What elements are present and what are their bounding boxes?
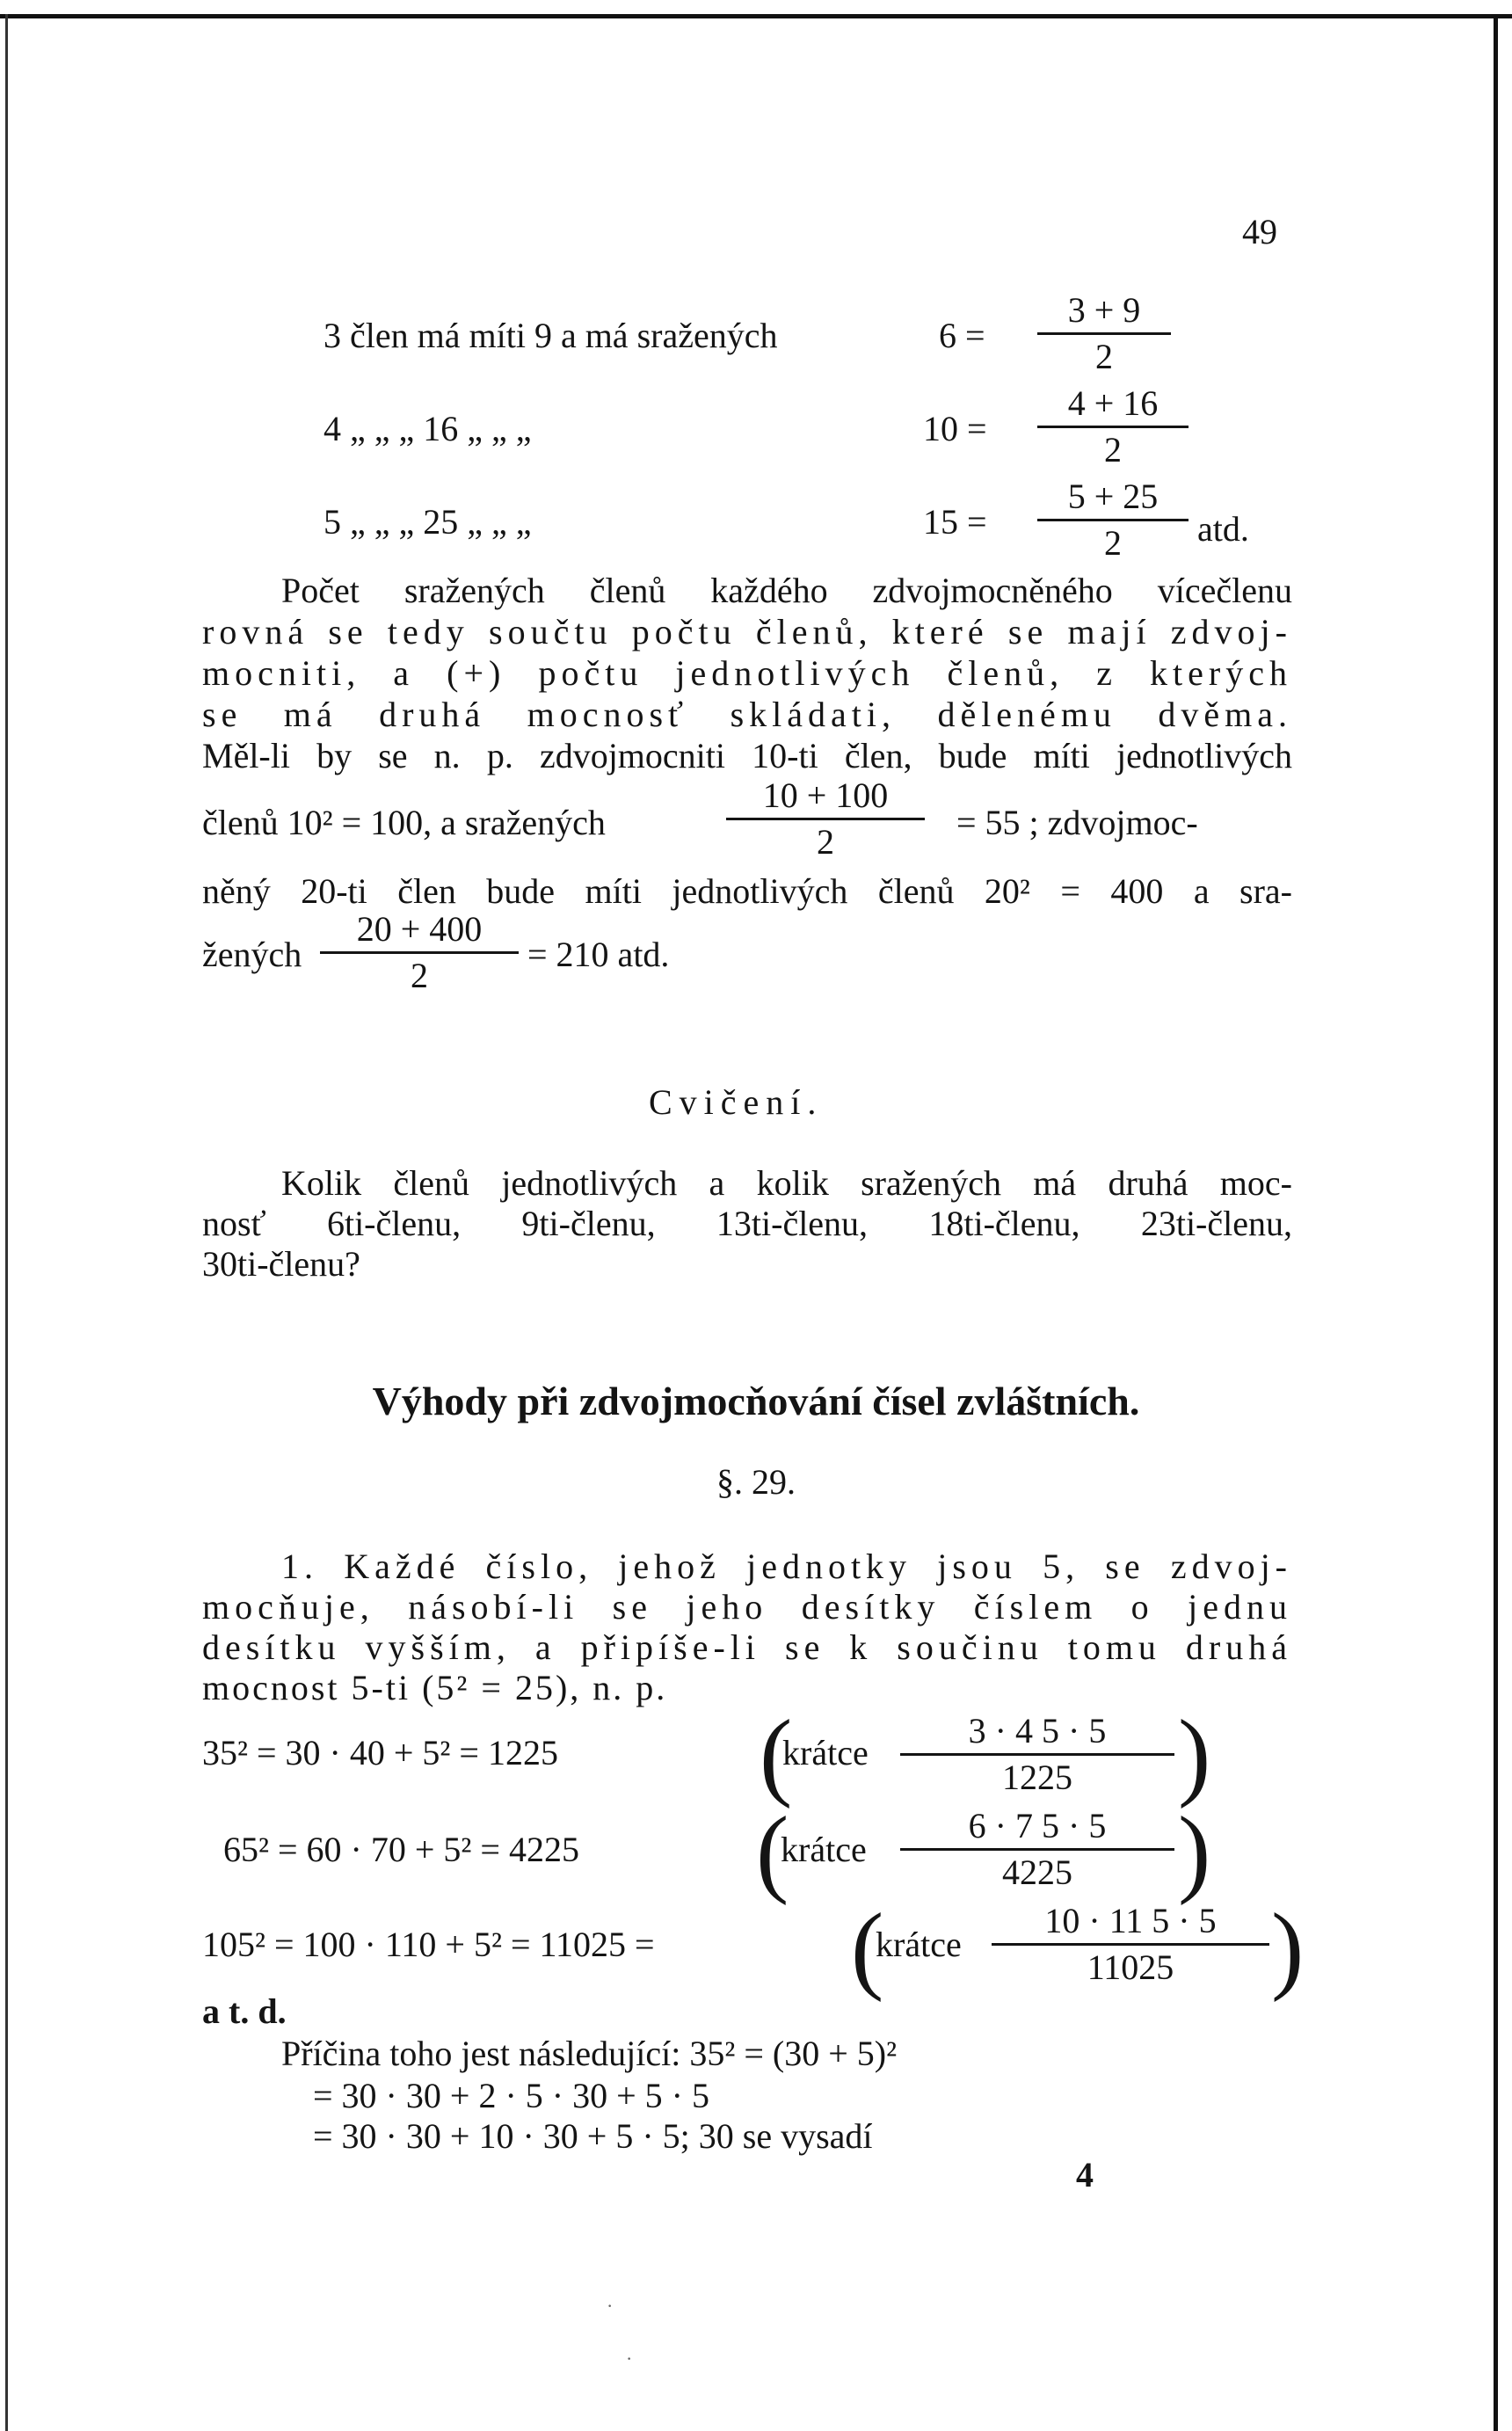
open-parenthesis: ( — [760, 1700, 793, 1809]
paragraph-line-6-end: = 55 ; zdvojmoc- — [956, 803, 1198, 842]
section-paragraph-line: mocňuje, násobí-li se jeho desítky číslem o jednu — [202, 1587, 1292, 1627]
fraction-denominator: 2 — [411, 956, 428, 995]
fraction-numerator: 3 + 9 — [1037, 290, 1171, 335]
fraction-denominator: 1225 — [1002, 1758, 1072, 1797]
paragraph-line-8-start: žených — [202, 935, 302, 974]
fraction-denominator: 2 — [1095, 337, 1113, 376]
fraction-numerator: 10 + 100 — [726, 775, 925, 820]
paragraph-line: něný 20-ti člen bude míti jednotlivých členů 20² = 400 a sra- — [202, 871, 1292, 911]
fraction-numerator: 4 + 16 — [1037, 383, 1189, 428]
exercise-line: 30ti-členu? — [202, 1244, 360, 1284]
table-row-2-eq: 10 = — [923, 409, 987, 448]
table-row-3-fraction — [1037, 477, 1189, 564]
reason-line: Příčina toho jest následující: 35² = (30 + 5)² — [281, 2034, 898, 2073]
paragraph-line-8-end: = 210 atd. — [527, 935, 670, 974]
signature-mark: 4 — [1076, 2155, 1094, 2194]
example-1-label: krátce — [782, 1733, 869, 1772]
table-row-3-eq: 15 = — [923, 502, 987, 542]
inline-fraction — [320, 909, 519, 996]
example-2-fraction — [900, 1806, 1174, 1893]
exercise-line: nosť 6ti-členu, 9ti-členu, 13ti-členu, 18ti-členu, 23ti-členu, — [202, 1204, 1292, 1243]
section-paragraph-line: mocnost 5-ti (5² = 25), n. p. — [202, 1668, 668, 1707]
fraction-denominator: 2 — [1104, 523, 1122, 563]
table-row-1-lead: 3 člen má míti 9 a má sražených — [323, 316, 778, 355]
fraction-denominator: 2 — [1104, 430, 1122, 469]
scan-speck: · — [607, 2295, 614, 2317]
section-number: §. 29. — [716, 1462, 796, 1502]
table-row-3-tail: atd. — [1197, 509, 1249, 549]
open-parenthesis: ( — [851, 1894, 884, 2003]
paragraph-line-6-start: členů 10² = 100, a sražených — [202, 803, 606, 842]
table-row-3-lead: 5 „ „ „ 25 „ „ „ — [323, 502, 532, 542]
scan-speck: · — [626, 2347, 633, 2369]
fraction-numerator: 20 + 400 — [320, 909, 519, 954]
inline-fraction — [726, 775, 925, 862]
example-1-equation: 35² = 30 · 40 + 5² = 1225 — [202, 1733, 558, 1772]
paragraph-line: se má druhá mocnosť skládati, dělenému dvěma. — [202, 695, 1292, 734]
example-3-fraction — [992, 1901, 1269, 1988]
section-paragraph-line: 1. Každé číslo, jehož jednotky jsou 5, se zdvoj- — [281, 1547, 1292, 1586]
page-number: 49 — [1242, 212, 1277, 251]
section-heading: Výhody při zdvojmocňování čísel zvláštních. — [372, 1379, 1140, 1423]
reason-line: = 30 · 30 + 2 · 5 · 30 + 5 · 5 — [313, 2076, 709, 2115]
table-row-1-eq: 6 = — [939, 316, 985, 355]
example-2-equation: 65² = 60 · 70 + 5² = 4225 — [223, 1830, 579, 1869]
reason-line: = 30 · 30 + 10 · 30 + 5 · 5; 30 se vysadí — [313, 2116, 873, 2156]
exercise-title: Cvičení. — [649, 1082, 824, 1122]
fraction-numerator: 6 · 7 5 · 5 — [900, 1806, 1174, 1851]
example-1-fraction — [900, 1711, 1174, 1798]
etc-text: a t. d. — [202, 1991, 287, 2031]
section-paragraph-line: desítku vyšším, a připíše-li se k součinu tomu druhá — [202, 1627, 1292, 1667]
exercise-line: Kolik členů jednotlivých a kolik sražených má druhá moc- — [281, 1163, 1292, 1203]
paragraph-line: Měl-li by se n. p. zdvojmocniti 10-ti člen, bude míti jednotlivých — [202, 736, 1292, 775]
table-row-2-fraction — [1037, 383, 1189, 470]
example-3-equation: 105² = 100 · 110 + 5² = 11025 = — [202, 1925, 655, 1964]
paragraph-line: mocniti, a (+) počtu jednotlivých členů, z kterých — [202, 653, 1292, 693]
fraction-denominator: 4225 — [1002, 1852, 1072, 1892]
close-parenthesis: ) — [1178, 1797, 1211, 1906]
fraction-denominator: 11025 — [1087, 1947, 1174, 1987]
paragraph-line: Počet sražených členů každého zdvojmocněného vícečlenu — [281, 571, 1292, 610]
close-parenthesis: ) — [1271, 1894, 1305, 2003]
fraction-numerator: 3 · 4 5 · 5 — [900, 1711, 1174, 1756]
fraction-numerator: 5 + 25 — [1037, 477, 1189, 521]
fraction-numerator: 10 · 11 5 · 5 — [992, 1901, 1269, 1946]
example-3-label: krátce — [876, 1925, 962, 1964]
fraction-denominator: 2 — [817, 822, 834, 862]
table-row-2-lead: 4 „ „ „ 16 „ „ „ — [323, 409, 532, 448]
close-parenthesis: ) — [1178, 1700, 1211, 1809]
open-parenthesis: ( — [756, 1797, 789, 1906]
example-2-label: krátce — [781, 1830, 867, 1869]
table-row-1-fraction — [1037, 290, 1171, 377]
paragraph-line: rovná se tedy součtu počtu členů, které se mají zdvoj- — [202, 612, 1292, 651]
